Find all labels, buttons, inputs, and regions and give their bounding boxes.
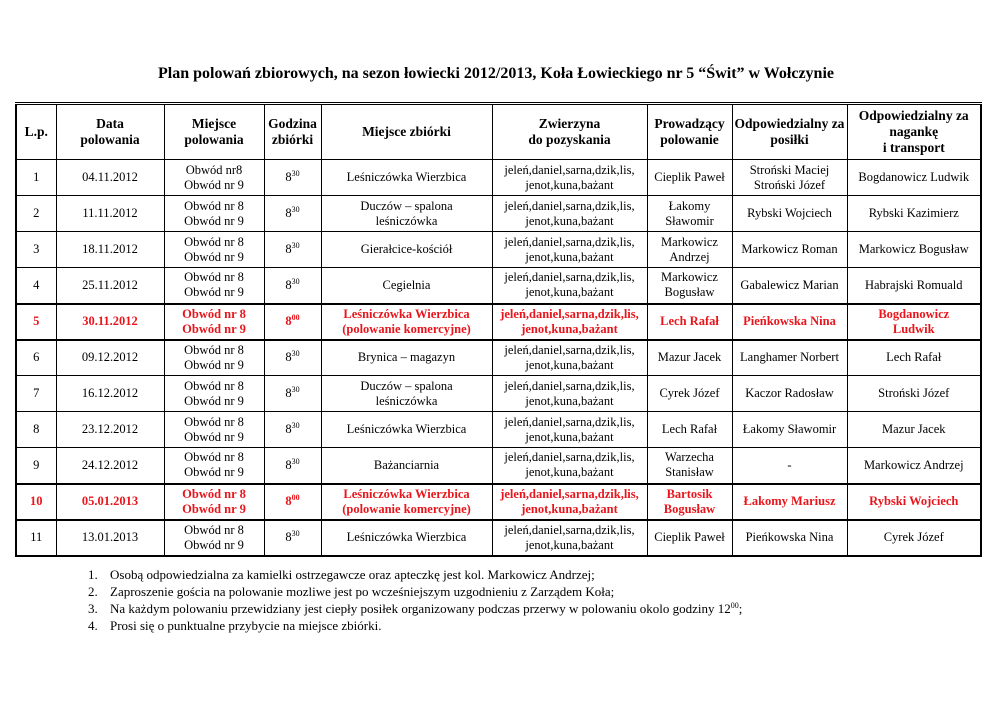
cell-leader: Lech Rafał (647, 412, 732, 448)
header-posilek: Odpowiedzialny za posiłki (732, 104, 847, 160)
cell-time: $8^{30}$ (264, 412, 321, 448)
cell-meals: Gabalewicz Marian (732, 268, 847, 304)
table-row (16, 268, 981, 304)
header-naganka: Odpowiedzialny za nagankę i transport (847, 104, 981, 160)
header-data: Data polowania (56, 104, 164, 160)
cell-leader: Łakomy Sławomir (647, 196, 732, 232)
table-row (16, 232, 981, 268)
page-title: Plan polowań zbiorowych, na sezon łowiecki 2012/2013, Koła Łowieckiego nr 5 “Świt” w Wołczynie (157, 65, 834, 82)
cell-time: $8^{30}$ (264, 448, 321, 484)
cell-meeting-place: Leśniczówka Wierzbica (polowanie komercyjne) (321, 304, 492, 340)
cell-time: $8^{30}$ (264, 268, 321, 304)
cell-date: 16.12.2012 (56, 376, 164, 412)
cell-beaters: Mazur Jacek (847, 412, 981, 448)
header-lp: L.p. (16, 104, 56, 160)
cell-game: jeleń,daniel,sarna,dzik,lis, jenot,kuna,bażant (492, 448, 647, 484)
cell-meeting-place: Cegielnia (321, 268, 492, 304)
table-row (16, 196, 981, 232)
cell-beaters: Rybski Kazimierz (847, 196, 981, 232)
cell-lp: 6 (16, 340, 56, 376)
cell-time: $8^{30}$ (264, 196, 321, 232)
cell-meeting-place: Bażanciarnia (321, 448, 492, 484)
cell-date: 24.12.2012 (56, 448, 164, 484)
cell-date: 09.12.2012 (56, 340, 164, 376)
cell-leader: Bartosik Bogusław (647, 484, 732, 520)
cell-time: $8^{30}$ (264, 376, 321, 412)
cell-leader: Markowicz Andrzej (647, 232, 732, 268)
table-row (16, 340, 981, 376)
cell-date: 18.11.2012 (56, 232, 164, 268)
cell-date: 30.11.2012 (56, 304, 164, 340)
cell-location: Obwód nr 8 Obwód nr 9 (164, 340, 264, 376)
cell-date: 05.01.2013 (56, 484, 164, 520)
cell-time: $8^{30}$ (264, 232, 321, 268)
cell-lp: 11 (16, 520, 56, 556)
note-item: 3. Na każdym polowaniu przewidziany jest ciepły posiłek organizowany podczas przerwy w polowaniu okolo godziny $12^{00}$; (88, 601, 743, 616)
table-header (16, 104, 981, 160)
cell-beaters: Habrajski Romuald (847, 268, 981, 304)
cell-meeting-place: Duczów – spalona leśniczówka (321, 376, 492, 412)
cell-location: Obwód nr 8 Obwód nr 9 (164, 376, 264, 412)
cell-lp: 10 (16, 484, 56, 520)
cell-location: Obwód nr 8 Obwód nr 9 (164, 196, 264, 232)
cell-lp: 1 (16, 160, 56, 196)
cell-game: jeleń,daniel,sarna,dzik,lis, jenot,kuna,bażant (492, 520, 647, 556)
table-row (16, 376, 981, 412)
cell-meeting-place: Leśniczówka Wierzbica (polowanie komercyjne) (321, 484, 492, 520)
cell-lp: 3 (16, 232, 56, 268)
cell-meals: Łakomy Sławomir (732, 412, 847, 448)
cell-lp: 4 (16, 268, 56, 304)
header-zwierzyna: Zwierzyna do pozyskania (492, 104, 647, 160)
cell-leader: Mazur Jacek (647, 340, 732, 376)
hunting-schedule-table (15, 102, 982, 557)
cell-leader: Cyrek Józef (647, 376, 732, 412)
cell-beaters: Markowicz Bogusław (847, 232, 981, 268)
cell-meals: Markowicz Roman (732, 232, 847, 268)
cell-game: jeleń,daniel,sarna,dzik,lis, jenot,kuna,bażant (492, 376, 647, 412)
cell-location: Obwód nr 8 Obwód nr 9 (164, 448, 264, 484)
cell-meals: - (732, 448, 847, 484)
cell-game: jeleń,daniel,sarna,dzik,lis, jenot,kuna,bażant (492, 160, 647, 196)
cell-beaters: Lech Rafał (847, 340, 981, 376)
cell-time: $8^{00}$ (264, 304, 321, 340)
cell-date: 25.11.2012 (56, 268, 164, 304)
cell-meeting-place: Brynica – magazyn (321, 340, 492, 376)
table-row (16, 412, 981, 448)
table-row (16, 520, 981, 556)
cell-meals: Łakomy Mariusz (732, 484, 847, 520)
cell-game: jeleń,daniel,sarna,dzik,lis, jenot,kuna,bażant (492, 268, 647, 304)
cell-game: jeleń,daniel,sarna,dzik,lis, jenot,kuna,bażant (492, 484, 647, 520)
cell-location: Obwód nr 8 Obwód nr 9 (164, 520, 264, 556)
cell-game: jeleń,daniel,sarna,dzik,lis, jenot,kuna,bażant (492, 232, 647, 268)
table-body (16, 160, 981, 556)
note-item: 2. Zaproszenie gościa na polowanie mozliwe jest po wcześniejszym uzgodnieniu z Zarządem Koła; (88, 584, 615, 599)
cell-lp: 9 (16, 448, 56, 484)
cell-meeting-place: Duczów – spalona leśniczówka (321, 196, 492, 232)
cell-meeting-place: Leśniczówka Wierzbica (321, 520, 492, 556)
cell-location: Obwód nr8 Obwód nr 9 (164, 160, 264, 196)
cell-lp: 8 (16, 412, 56, 448)
cell-meeting-place: Gierałcice-kościół (321, 232, 492, 268)
cell-beaters: Cyrek Józef (847, 520, 981, 556)
cell-time: $8^{30}$ (264, 340, 321, 376)
cell-meals: Rybski Wojciech (732, 196, 847, 232)
table-row (16, 160, 981, 196)
header-miejsce-zbiorki: Miejsce zbiórki (321, 104, 492, 160)
cell-date: 04.11.2012 (56, 160, 164, 196)
cell-location: Obwód nr 8 Obwód nr 9 (164, 484, 264, 520)
header-miejsce: Miejsce polowania (164, 104, 264, 160)
cell-leader: Warzecha Stanisław (647, 448, 732, 484)
cell-date: 23.12.2012 (56, 412, 164, 448)
cell-beaters: Rybski Wojciech (847, 484, 981, 520)
cell-leader: Markowicz Bogusław (647, 268, 732, 304)
cell-meals: Pieńkowska Nina (732, 520, 847, 556)
cell-leader: Cieplik Paweł (647, 160, 732, 196)
table-row (16, 484, 981, 520)
cell-lp: 2 (16, 196, 56, 232)
cell-leader: Lech Rafał (647, 304, 732, 340)
cell-leader: Cieplik Paweł (647, 520, 732, 556)
note-item: 1. Osobą odpowiedzialna za kamielki ostrzegawcze oraz apteczkę jest kol. Markowicz Andrzej; (88, 567, 595, 582)
cell-date: 11.11.2012 (56, 196, 164, 232)
cell-location: Obwód nr 8 Obwód nr 9 (164, 304, 264, 340)
table-row (16, 448, 981, 484)
cell-meals: Kaczor Radosław (732, 376, 847, 412)
cell-location: Obwód nr 8 Obwód nr 9 (164, 232, 264, 268)
cell-meeting-place: Leśniczówka Wierzbica (321, 160, 492, 196)
cell-beaters: Markowicz Andrzej (847, 448, 981, 484)
cell-lp: 7 (16, 376, 56, 412)
cell-game: jeleń,daniel,sarna,dzik,lis, jenot,kuna,bażant (492, 304, 647, 340)
cell-time: $8^{00}$ (264, 484, 321, 520)
cell-lp: 5 (16, 304, 56, 340)
table-row (16, 304, 981, 340)
cell-meals: Langhamer Norbert (732, 340, 847, 376)
cell-location: Obwód nr 8 Obwód nr 9 (164, 268, 264, 304)
note-item: 4. Prosi się o punktualne przybycie na miejsce zbiórki. (88, 618, 382, 633)
notes-list (88, 566, 968, 634)
cell-time: $8^{30}$ (264, 520, 321, 556)
header-godzina: Godzina zbiórki (264, 104, 321, 160)
cell-meals: Stroński Maciej Stroński Józef (732, 160, 847, 196)
cell-beaters: Bogdanowicz Ludwik (847, 160, 981, 196)
header-prowadzacy: Prowadzący polowanie (647, 104, 732, 160)
cell-location: Obwód nr 8 Obwód nr 9 (164, 412, 264, 448)
cell-date: 13.01.2013 (56, 520, 164, 556)
cell-meeting-place: Leśniczówka Wierzbica (321, 412, 492, 448)
cell-time: $8^{30}$ (264, 160, 321, 196)
cell-game: jeleń,daniel,sarna,dzik,lis, jenot,kuna,bażant (492, 340, 647, 376)
cell-meals: Pieńkowska Nina (732, 304, 847, 340)
cell-beaters: Bogdanowicz Ludwik (847, 304, 981, 340)
cell-game: jeleń,daniel,sarna,dzik,lis, jenot,kuna,bażant (492, 196, 647, 232)
cell-game: jeleń,daniel,sarna,dzik,lis, jenot,kuna,bażant (492, 412, 647, 448)
cell-beaters: Stroński Józef (847, 376, 981, 412)
